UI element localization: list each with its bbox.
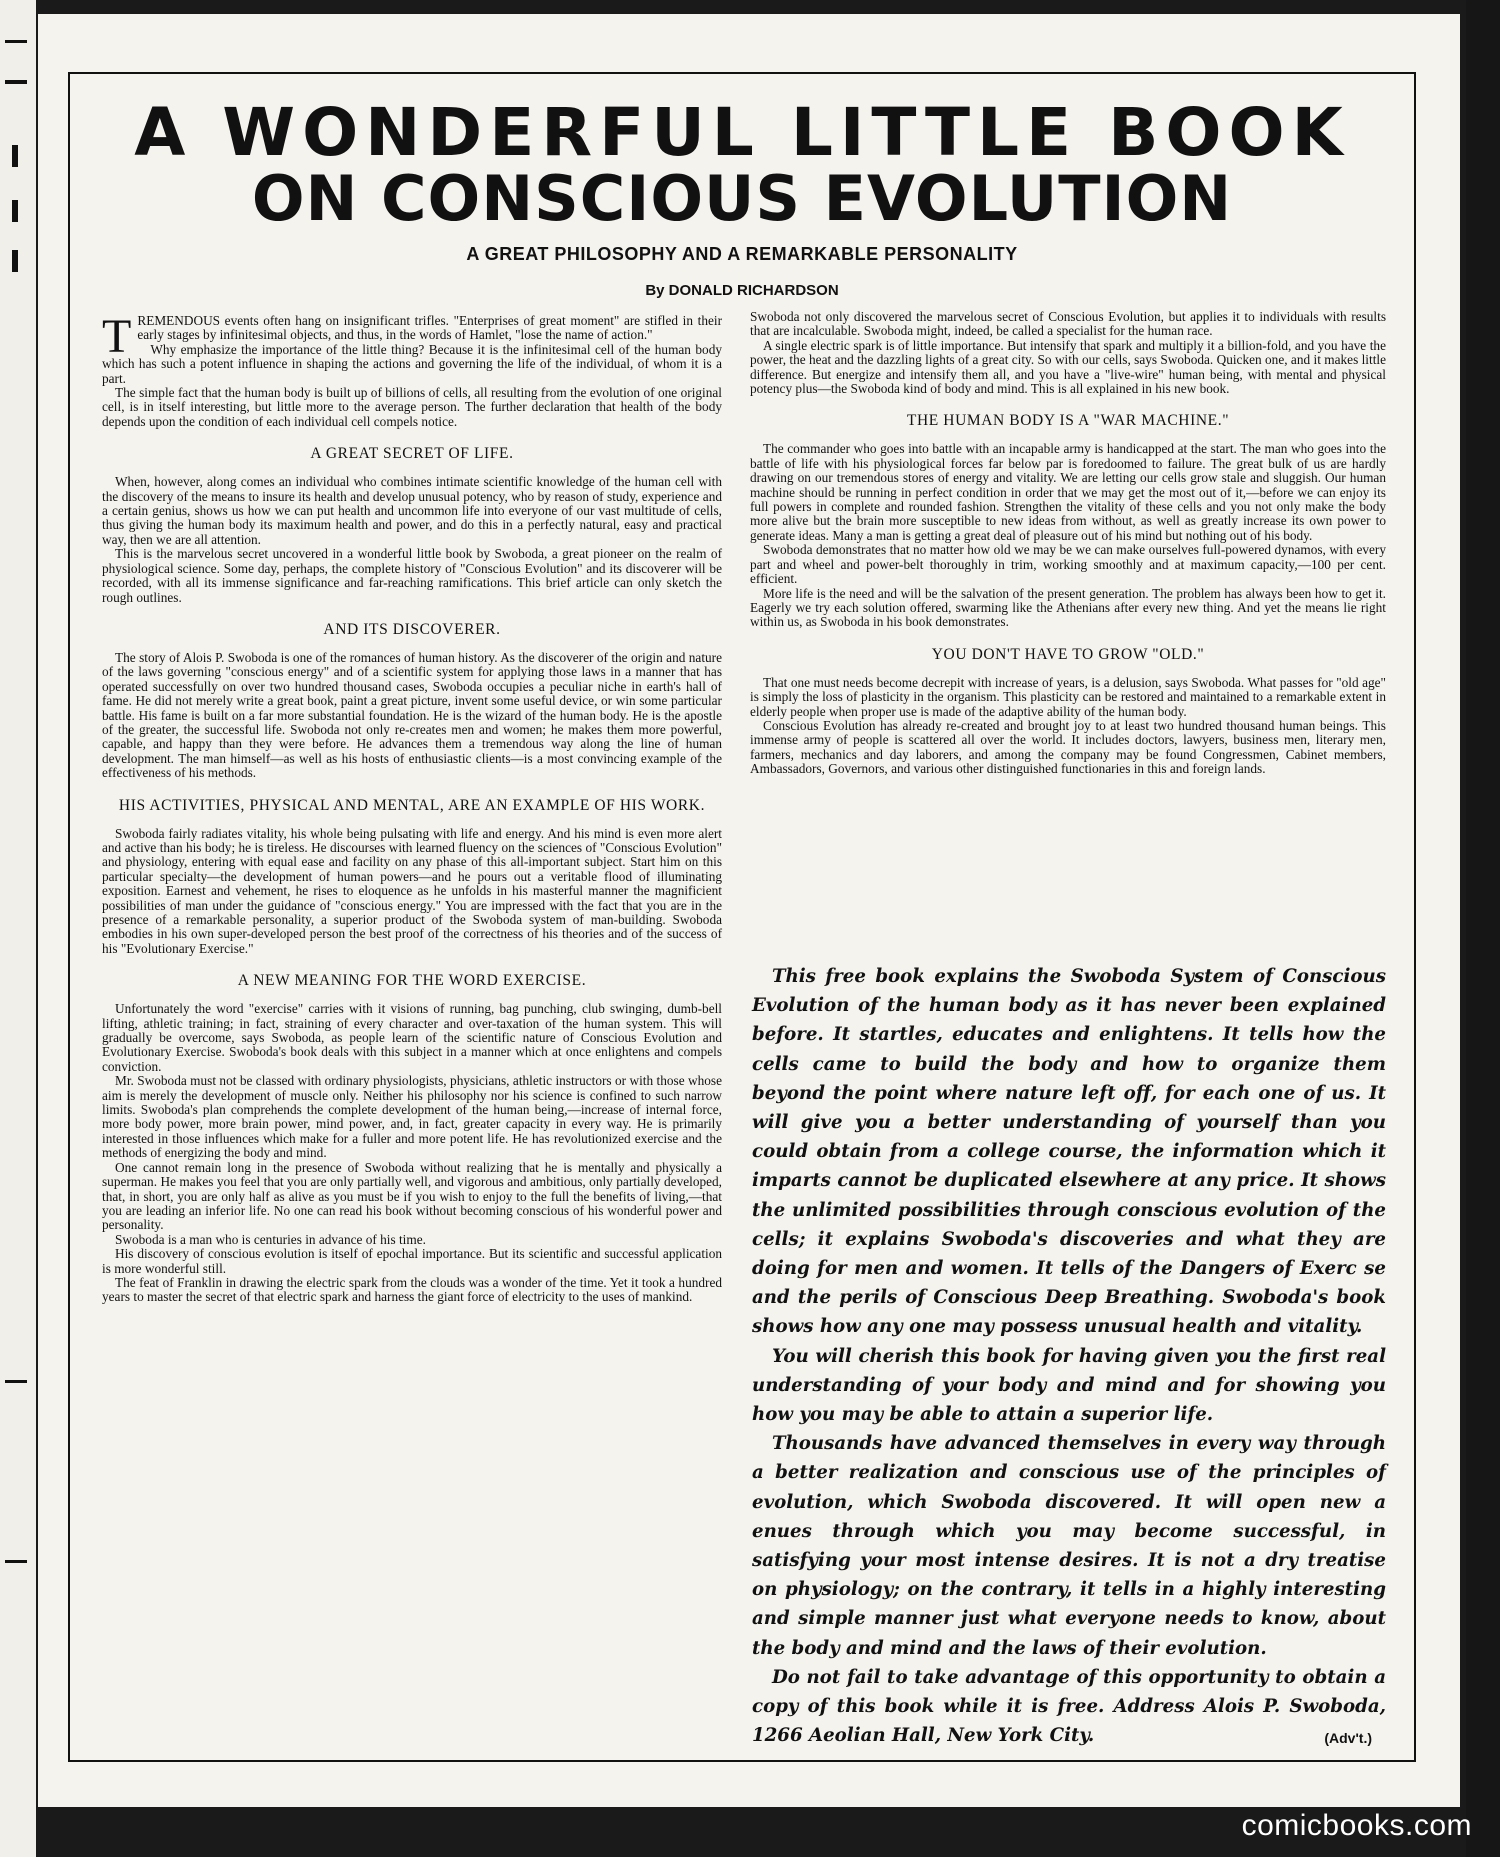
paragraph: One cannot remain long in the presence of Swoboda without realizing that he is mentally and physically a superman. He makes you feel that you are only partially well, and vigorous and ambitious, only partially developed, that, in short, you are only half as alive as you must be if you wish to enjoy to the full the benefits of living,—that you are leading an inferior life. No one can read his book without becoming conscious of his wonderful power and personality. xyxy=(102,1159,722,1233)
offer-paragraph: You will cherish this book for having given you the first real understanding of your body and mind and for showing you how you may be able to attain a superior life. xyxy=(752,1345,1386,1426)
byline: By DONALD RICHARDSON xyxy=(645,282,839,299)
site-watermark: comicbooks.com xyxy=(1241,1809,1472,1842)
advertisement-tag: (Adv't.) xyxy=(1324,1730,1372,1746)
paragraph: The story of Alois P. Swoboda is one of the romances of human history. As the discoverer of the origin and nature of the laws governing "conscious energy" and of a scientific system for applying those laws in a manner that has operated successfully on over two hundred thousand cases, Swoboda occupies a peculiar niche in earth's hall of fame. He did not merely write a great book, paint a great picture, invent some useful device, or win some particular battle. His fame is built on a far more substantial foundation. He is the wizard of the human body. He is the apostle of the greater, the successful life. Swoboda not only re-creates men and women; he makes them more powerful, capable, and happy than they were before. He advances them a tremendous way along the line of human development. The man himself—as well as his hosts of enthusiastic clients—is a most convincing example of the effectiveness of his methods. xyxy=(102,649,722,781)
paragraph: Why emphasize the importance of the little thing? Because it is the infinitesimal cell of the human body which has such a potent influence in shaping the actions and governing the life of the individual, of whom it is a part. xyxy=(102,341,722,386)
drop-cap: T xyxy=(102,310,132,363)
binding-edge xyxy=(1466,0,1500,1857)
paragraph: This is the marvelous secret uncovered in a wonderful little book by Swoboda, a great pioneer on the realm of physiological science. Some day, perhaps, the complete history of "Conscious Evolution" and its discoverer will be recorded, with all its immense significance and far-reaching ramifications. This brief article can only sketch the rough outlines. xyxy=(102,546,722,605)
paragraph: That one must needs become decrepit with increase of years, is a delusion, says Swoboda. What passes for "old age" is simply the loss of plasticity in the organism. This plasticity can be restored and maintained to a remarkable extent in elderly people when proper use is made of the adaptive ability of the human body. xyxy=(750,674,1386,719)
adjacent-page-edge xyxy=(0,0,36,1857)
paragraph: When, however, along comes an individual who combines intimate scientific knowledge of the human cell with the discovery of the means to insure its health and develop unusual potency, who by reason of study, experience and a certain genius, shows us how we can put health and uncommon life into everyone of our vast multitude of cells, thus giving the human body its maximum health and power, and do this in a perfectly natural, easy and practical way, then we are all attention. xyxy=(102,474,722,547)
offer-paragraph: Do not fail to take advantage of this opportunity to obtain a copy of this book while it is free. Address Alois P. Swoboda, 1266 Aeolian Hall, New York City. xyxy=(752,1666,1386,1747)
left-column xyxy=(102,310,722,1305)
paragraph: Unfortunately the word "exercise" carries with it visions of running, bag punching, club swinging, dumb-bell lifting, athletic training; in fact, straining of every character and over-taxation of the human system. This will gradually be overcome, says Swoboda, as people learn of the scientific nature of Conscious Evolution and Evolutionary Exercise. Swoboda's book deals with this subject in a manner which at once enlightens and compels conviction. xyxy=(102,1001,722,1074)
section-heading: THE HUMAN BODY IS A "WAR MACHINE." xyxy=(906,412,1230,430)
paragraph: Mr. Swoboda must not be classed with ordinary physiologists, physicians, athletic instructors or with those whose aim is merely the development of muscle only. Neither his philosophy nor his science is confined to such narrow limits. Swoboda's plan comprehends the complete development of the human being,—increase of internal force, more body power, more brain power, mind power, and, in fact, greater capacity in every way. He is primarily interested in those influences which make for a fuller and more potent life. He has revolutionized exercise and the methods of energizing the body and mind. xyxy=(102,1073,722,1161)
right-column xyxy=(750,310,1386,777)
paragraph: Swoboda is a man who is centuries in advance of his time. xyxy=(115,1231,426,1247)
paragraph: More life is the need and will be the salvation of the present generation. The problem has always been how to get it. Eagerly we try each solution offered, swarming like the Athenians after every new thing. And yet the means lie right within us, as Swoboda in his book demonstrates. xyxy=(750,585,1386,630)
paragraph: Swoboda not only discovered the marvelous secret of Conscious Evolution, but applies it to individuals with results that are incalculable. Swoboda might, indeed, be called a specialist for the human race. xyxy=(750,309,1386,339)
paragraph: The feat of Franklin in drawing the electric spark from the clouds was a wonder of the time. Yet it took a hundred years to master the secret of that electric spark and harness the giant force of electricity to the uses of mankind. xyxy=(102,1274,722,1305)
section-heading: A NEW MEANING FOR THE WORD EXERCISE. xyxy=(237,972,587,990)
book-offer-text xyxy=(752,962,1386,1750)
article-frame xyxy=(68,72,1416,1762)
section-heading: A GREAT SECRET OF LIFE. xyxy=(310,445,514,463)
paragraph: Swoboda fairly radiates vitality, his whole being pulsating with life and energy. And his mind is even more alert and active than his body; he is tireless. He discourses with learned fluency on the sciences of "Conscious Evolution" and physiology, entering with equal ease and facility on any phase of this all-important subject. Start him on this particular specialty—the development of human powers—and he pours out a veritable flood of illuminating exposition. Earnest and vehement, he rises to eloquence as he unfolds in his masterful manner the magnificient possibilities of man under the guidance of "conscious energy." You are impressed with the fact that you are in the presence of a remarkable personality, a superior product of the Swoboda system of man-building. Swoboda embodies in his own super-developed person the best proof of the correctness of his theories and of the success of his "Evolutionary Exercise." xyxy=(102,825,722,956)
paragraph: The commander who goes into battle with an incapable army is handicapped at the start. The man who goes into the battle of life with his physiological forces far below par is foredoomed to failure. The great bulk of us are hardly drawing on our tremendous stores of energy and vitality. We are letting our cells grow stale and sluggish. Our human machine should be running in perfect condition in order that we may get the most out of it,—before we can enjoy its full powers in complete and rounded fashion. Strengthen the vitality of these cells and you not only make the body more alive but the brain more susceptible to new ideas from without, as well as greatly increase its own power to generate ideas. Many a man is getting a great deal of pleasure out of his mind but nothing out of his body. xyxy=(750,441,1386,543)
paragraph: His discovery of conscious evolution is itself of epochal importance. But its scientific and successful application is more wonderful still. xyxy=(102,1246,722,1276)
offer-paragraph: Thousands have advanced themselves in every way through a better realization and conscious use of the principles of evolution, which Swoboda discovered. It will open new a enues through which you may become successful, in satisfying your most intense desires. It is not a dry treatise on physiology; on the contrary, it tells in a highly interesting and simple manner just what everyone needs to know, about the body and mind and the laws of their evolution. xyxy=(752,1433,1386,1659)
paragraph: TREMENDOUS events often hang on insignificant trifles. "Enterprises of great moment" are stifled in their early stages by infinitesimal objects, and thus, in the words of Hamlet, "lose the name of action." xyxy=(102,310,722,363)
paragraph: The simple fact that the human body is built up of billions of cells, all resulting from the evolution of one original cell, is in itself interesting, but little more to the average person. The further declaration that health of the body depends upon the condition of each individual cell compels notice. xyxy=(102,385,722,429)
section-heading: AND ITS DISCOVERER. xyxy=(323,620,501,638)
paragraph: Swoboda demonstrates that no matter how old we may be we can make ourselves full-powered dynamos, with every part and wheel and power-belt thoroughly in trim, working smoothly and at maximum capacity,—100 per cent. efficient. xyxy=(750,542,1386,587)
headline-line-2: ON CONSCIOUS EVOLUTION xyxy=(251,162,1233,235)
paragraph: A single electric spark is of little importance. But intensify that spark and multiply it a billion-fold, and you have the power, the heat and the dazzling lights of a great city. So with our cells, says Swoboda. Quicken one, and it makes little difference. But energize and intensify them all, and you have a "live-wire" human being, with mental and physical potency plus—the Swoboda kind of body and mind. This is all explained in his new book. xyxy=(750,337,1386,397)
magazine-page xyxy=(38,14,1460,1807)
section-heading: HIS ACTIVITIES, PHYSICAL AND MENTAL, ARE AN EXAMPLE OF HIS WORK. xyxy=(118,796,706,814)
section-heading: YOU DON'T HAVE TO GROW "OLD." xyxy=(931,645,1205,663)
article-subtitle: A GREAT PHILOSOPHY AND A REMARKABLE PERSONALITY xyxy=(466,244,1018,264)
paragraph: Conscious Evolution has already re-created and brought joy to at least two hundred thousand human beings. This immense army of people is scattered all over the world. It includes doctors, lawyers, business men, literary men, farmers, mechanics and day laborers, and among the company may be found Congressmen, Cabinet members, Ambassadors, Governors, and various other distinguished functionaries in this and foreign lands. xyxy=(750,717,1386,777)
offer-paragraph: This free book explains the Swoboda System of Conscious Evolution of the human body as it has never been explained before. It startles, educates and enlightens. It tells how the cells came to build the body and how to organize them beyond the point where nature left off, for each one of us. It will give you a better understanding of yourself than you could obtain from a college course, the information which it imparts cannot be duplicated elsewhere at any price. It shows the unlimited possibilities through conscious evolution of the cells; it explains Swoboda's discoveries and what they are doing for men and women. It tells of the Dangers of Exerc se and the perils of Conscious Deep Breathing. Swoboda's book shows how any one may possess unusual health and vitality. xyxy=(752,966,1386,1338)
headline-line-1: A WONDERFUL LITTLE BOOK xyxy=(134,94,1350,171)
